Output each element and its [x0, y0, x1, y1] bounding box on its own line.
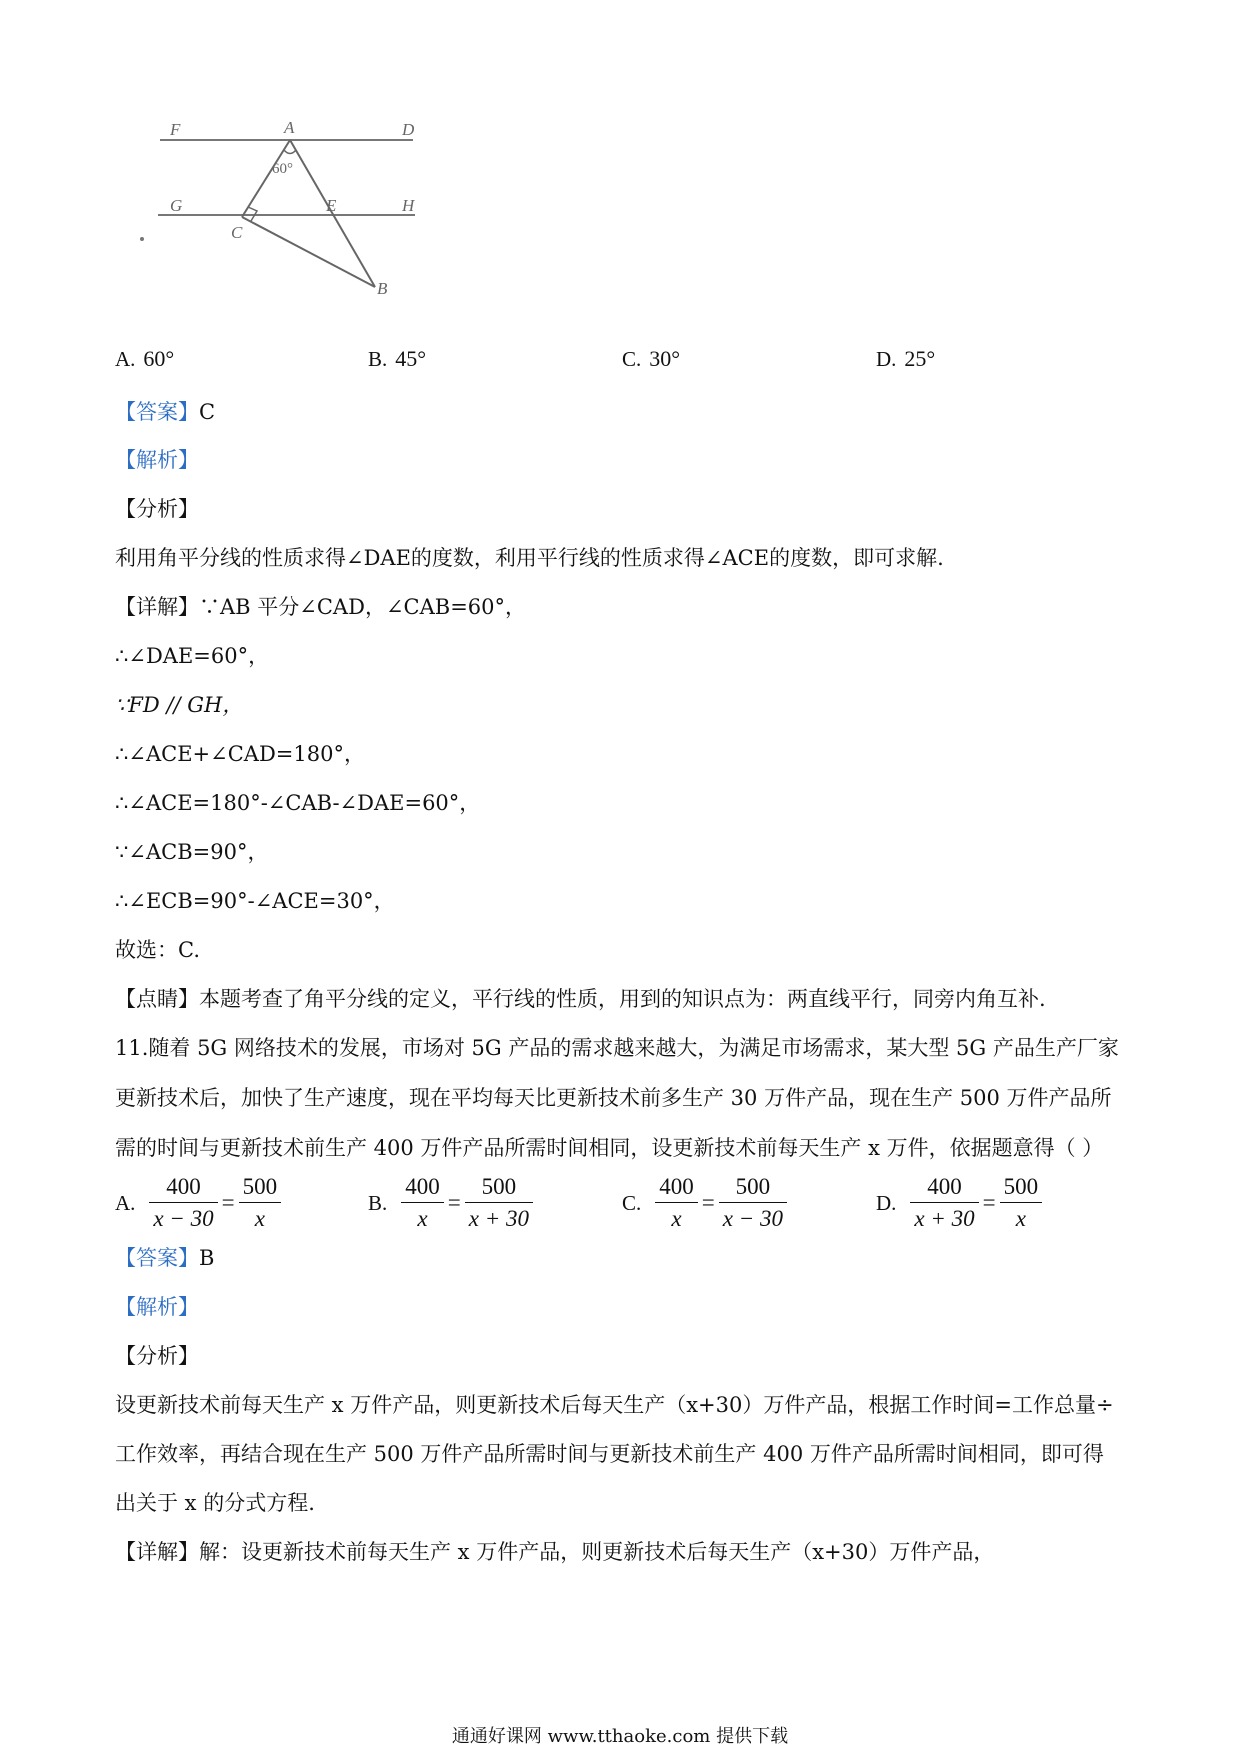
equals-sign: = [447, 1190, 461, 1215]
q10-detail-line-1 [115, 592, 526, 622]
q10-option-d [876, 344, 935, 374]
q11-detail-tag: 【详解】 [115, 1540, 199, 1564]
q11-fenxi-tag: 【分析】 [115, 1344, 199, 1368]
q10-option-c-value: 30° [649, 346, 681, 371]
q11-option-b-letter: B. [368, 1190, 388, 1215]
label-d: D [402, 120, 415, 139]
equals-sign: = [982, 1190, 996, 1215]
fraction-numerator: 400 [655, 1172, 698, 1203]
q10-option-b-value: 45° [395, 346, 427, 371]
q11-option-a-left-fraction [149, 1172, 217, 1235]
q11-option-b-right-fraction [465, 1172, 533, 1235]
page-footer: 通通好课网 www.tthaoke.com 提供下载 [451, 1726, 789, 1747]
q11-option-d-left-fraction [910, 1172, 978, 1235]
q10-analysis: 利用角平分线的性质求得∠DAE的度数，利用平行线的性质求得∠ACE的度数，即可求解. [115, 546, 944, 570]
fraction-denominator: x [417, 1205, 428, 1231]
q10-dianjing [115, 984, 1046, 1014]
q10-fenxi-tag: 【分析】 [115, 497, 199, 521]
q10-option-a [115, 344, 174, 374]
q11-option-c-right-fraction [719, 1172, 787, 1235]
label-h: H [402, 196, 415, 215]
label-b: B [377, 279, 388, 298]
q10-answer-tag: 【答案】 [115, 400, 199, 424]
q11-option-a [115, 1168, 281, 1238]
q10-option-b-letter: B. [368, 347, 388, 371]
q11-stem-line-1: 11.随着 5G 网络技术的发展，市场对 5G 产品的需求越来越大，为满足市场需求，某大型 5G 产品生产厂家 [115, 1036, 1119, 1060]
equals-sign: = [221, 1190, 235, 1215]
label-a: A [284, 118, 295, 137]
q10-detail-line-8: 故选：C. [115, 938, 200, 962]
fraction-numerator: 500 [719, 1172, 787, 1203]
label-e: E [326, 196, 337, 215]
q10-detail-line-3: ∵FD // GH， [115, 693, 244, 717]
fraction-numerator: 400 [401, 1172, 444, 1203]
fraction-denominator: x − 30 [153, 1205, 214, 1231]
label-f: F [170, 120, 181, 139]
q11-analysis-line-3: 出关于 x 的分式方程. [115, 1491, 315, 1515]
q10-detail-text-1: ∵AB 平分∠CAD，∠CAB=60°， [199, 595, 527, 619]
q10-option-c [622, 344, 680, 374]
fraction-denominator: x [1015, 1205, 1026, 1231]
q11-answer-tag: 【答案】 [115, 1246, 199, 1270]
geometry-figure [130, 115, 440, 315]
fraction-numerator: 500 [239, 1172, 282, 1203]
q11-detail [115, 1537, 994, 1567]
q10-option-a-value: 60° [143, 346, 175, 371]
q11-option-c-letter: C. [622, 1190, 642, 1215]
q10-detail-line-5: ∴∠ACE=180°-∠CAB-∠DAE=60°， [115, 791, 481, 815]
q11-option-b-left-fraction [401, 1172, 444, 1235]
q11-option-d-right-fraction [1000, 1172, 1043, 1235]
label-g: G [170, 196, 183, 215]
q10-detail-tag: 【详解】 [115, 595, 199, 619]
q11-option-a-right-fraction [239, 1172, 282, 1235]
equals-sign: = [701, 1190, 715, 1215]
fraction-numerator: 400 [149, 1172, 217, 1203]
fraction-numerator: 400 [910, 1172, 978, 1203]
q10-detail-line-2: ∴∠DAE=60°， [115, 644, 270, 668]
q10-option-d-value: 25° [904, 346, 936, 371]
q11-answer-value: B [199, 1246, 215, 1270]
q11-stem-line-3: 需的时间与更新技术前生产 400 万件产品所需时间相同，设更新技术前每天生产 x 万件，依据题意得（ ） [115, 1136, 1104, 1160]
q10-option-c-letter: C. [622, 347, 642, 371]
q11-option-c-left-fraction [655, 1172, 698, 1235]
q10-jiexi-tag: 【解析】 [115, 448, 199, 472]
q10-detail-line-6: ∵∠ACB=90°， [115, 840, 269, 864]
q10-detail-line-4: ∴∠ACE+∠CAD=180°， [115, 742, 365, 766]
fraction-numerator: 500 [465, 1172, 533, 1203]
label-c: C [231, 223, 243, 242]
fraction-denominator: x + 30 [468, 1205, 529, 1231]
q11-analysis-line-2: 工作效率，再结合现在生产 500 万件产品所需时间与更新技术前生产 400 万件产品所需时间相同，即可得 [115, 1442, 1104, 1466]
segment-ac [242, 140, 290, 217]
fraction-denominator: x − 30 [722, 1205, 783, 1231]
q10-option-a-letter: A. [115, 347, 136, 371]
q11-option-a-letter: A. [115, 1190, 136, 1215]
q10-dianjing-tag: 【点睛】 [115, 987, 199, 1011]
fraction-denominator: x [254, 1205, 265, 1231]
q10-answer [115, 397, 215, 427]
q10-answer-value: C [199, 400, 216, 424]
fraction-numerator: 500 [1000, 1172, 1043, 1203]
q10-option-b [368, 344, 426, 374]
q11-answer [115, 1243, 214, 1273]
q11-detail-text: 解：设更新技术前每天生产 x 万件产品，则更新技术后每天生产（x+30）万件产品， [199, 1540, 995, 1564]
angle-label-60: 60° [272, 161, 293, 177]
q11-option-b [368, 1168, 533, 1238]
angle-arc [284, 150, 296, 154]
q11-analysis-line-1: 设更新技术前每天生产 x 万件产品，则更新技术后每天生产（x+30）万件产品，根据工作时间=工作总量÷ [115, 1393, 1114, 1417]
q10-option-d-letter: D. [876, 347, 897, 371]
fraction-denominator: x + 30 [914, 1205, 975, 1231]
q11-option-c [622, 1168, 787, 1238]
q11-option-d-letter: D. [876, 1190, 897, 1215]
q10-detail-line-7: ∴∠ECB=90°-∠ACE=30°， [115, 889, 395, 913]
fraction-denominator: x [671, 1205, 682, 1231]
stray-dot [140, 237, 144, 241]
q11-stem-line-2: 更新技术后，加快了生产速度，现在平均每天比更新技术前多生产 30 万件产品，现在生产 500 万件产品所 [115, 1086, 1112, 1110]
q11-option-d [876, 1168, 1042, 1238]
q10-dianjing-text: 本题考查了角平分线的定义，平行线的性质，用到的知识点为：两直线平行，同旁内角互补. [199, 987, 1046, 1011]
q11-jiexi-tag: 【解析】 [115, 1295, 199, 1319]
